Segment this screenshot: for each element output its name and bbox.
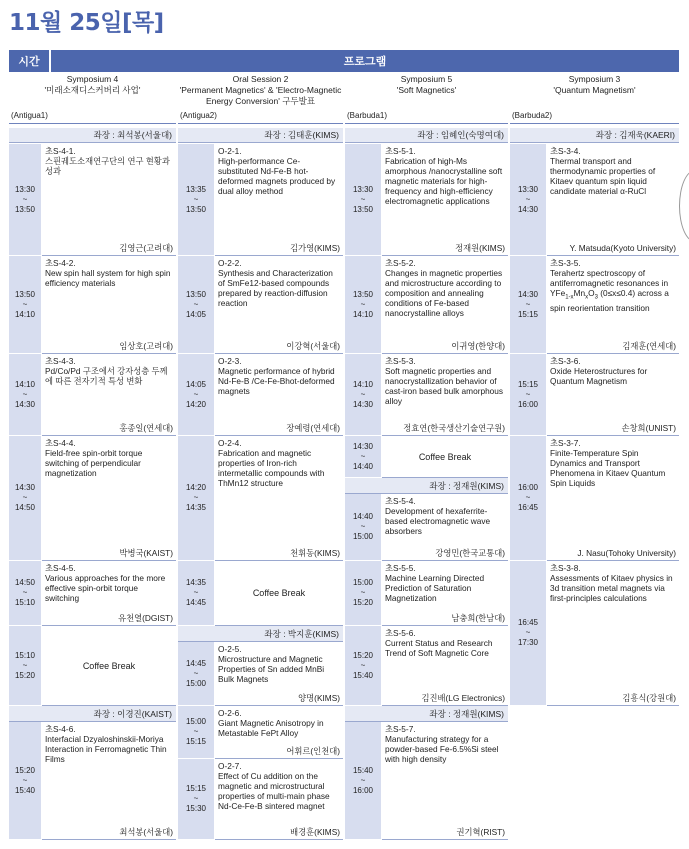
talk-title: Synthesis and Characterization of SmFe12-based compounds prepared by reaction-diffusion reaction — [218, 268, 333, 308]
time-end: 15:00 — [185, 678, 207, 688]
chair-col4: 좌장 : 김재욱(KAERI) — [510, 128, 679, 143]
talk-code: 초S-3-4. — [550, 146, 581, 156]
talk-cell — [215, 144, 343, 256]
time-start: 13:50 — [352, 289, 374, 299]
time-slot — [178, 436, 214, 561]
column-name: Symposium 4 — [66, 74, 119, 84]
time-end: 14:35 — [185, 503, 207, 512]
time-separator: ~ — [193, 794, 199, 803]
time-end: 14:30 — [517, 204, 539, 214]
talk-cell — [382, 722, 508, 840]
time-start: 14:20 — [185, 483, 207, 492]
talk-author: 강영민(한국교통대) — [435, 548, 505, 558]
time-start: 13:35 — [185, 184, 207, 194]
time-separator: ~ — [193, 493, 199, 502]
page-title: 11월 25일[목] — [9, 10, 164, 36]
talk-title: 스핀궤도소재연구단의 연구 현황과 성과 — [45, 156, 170, 176]
time-start: 14:30 — [352, 441, 374, 451]
time-separator: ~ — [22, 389, 28, 399]
talk-title: Effect of Cu addition on the magnetic and microstructural properties of multi-main phase Nd-Ce-Fe-B sintered magnet — [218, 771, 330, 811]
time-separator: ~ — [193, 668, 199, 678]
time-slot — [345, 494, 381, 561]
talk-code: 초S-5-5. — [385, 563, 416, 573]
talk-author: 손창희(UNIST) — [621, 423, 676, 433]
talk-cell — [42, 722, 176, 840]
time-slot — [345, 626, 381, 706]
talk-code: O-2-5. — [218, 644, 242, 654]
talk-cell — [215, 642, 343, 706]
talk-cell — [547, 436, 679, 561]
time-separator: ~ — [193, 299, 199, 309]
chair-row: 좌장 : 이경진(KAIST) — [9, 706, 176, 722]
time-end: 16:00 — [517, 399, 539, 409]
time-separator: ~ — [525, 389, 531, 399]
column-subtitle: 'Soft Magnetics' — [396, 85, 457, 95]
talk-title: Fabrication and magnetic properties of Iron-rich intermetallic compounds with ThMn12 structure — [218, 448, 325, 488]
time-start: 15:15 — [185, 784, 207, 793]
time-separator: ~ — [22, 299, 28, 309]
time-end: 15:15 — [517, 309, 539, 319]
time-start: 15:00 — [352, 578, 374, 587]
time-end: 13:50 — [185, 204, 207, 214]
column-room: (Barbuda2) — [512, 111, 553, 120]
time-slot — [9, 354, 41, 436]
talk-code: 초S-5-4. — [385, 496, 416, 506]
talk-code: 초S-4-3. — [45, 356, 76, 366]
talk-title: Soft magnetic properties and nanocrystallization behavior of cast-iron based bulk amorphous alloy — [385, 366, 504, 406]
talk-title: Oxide Heterostructures for Quantum Magnetism — [550, 366, 648, 386]
talk-cell — [382, 626, 508, 706]
time-start: 13:30 — [14, 184, 36, 194]
time-slot — [178, 561, 214, 626]
time-separator: ~ — [22, 775, 28, 785]
talk-code: 초S-4-2. — [45, 258, 76, 268]
time-slot — [510, 256, 546, 354]
talk-code: 초S-5-1. — [385, 146, 416, 156]
time-start: 14:40 — [352, 512, 374, 521]
chair-row: 좌장 : 박지훈(KIMS) — [178, 626, 343, 642]
time-end: 16:45 — [517, 503, 539, 512]
time-separator: ~ — [193, 727, 199, 736]
talk-author: 이강혁(서울대) — [286, 341, 340, 351]
talk-title: Field-free spin-orbit torque switching of perpendicular magnetization — [45, 448, 143, 478]
column-subtitle: 'Permanent Magnetics' & 'Electro-Magnetic Energy Conversion' 구두발표 — [179, 85, 342, 106]
talk-cell — [215, 354, 343, 436]
talk-cell — [547, 561, 679, 706]
time-end: 14:10 — [14, 309, 36, 319]
talk-cell — [547, 256, 679, 354]
time-start: 14:50 — [14, 578, 36, 587]
page-edge-arc — [679, 170, 689, 242]
talk-author: 김재훈(연세대) — [622, 341, 676, 351]
time-slot — [510, 144, 546, 256]
talk-author: 김진배(LG Electronics) — [421, 693, 505, 703]
time-separator: ~ — [360, 522, 366, 531]
time-start: 13:50 — [185, 289, 207, 299]
header-time: 시간 — [9, 50, 49, 72]
time-separator: ~ — [193, 389, 199, 399]
talk-code: 초S-5-3. — [385, 356, 416, 366]
column-room: (Antigua1) — [11, 111, 48, 120]
time-start: 16:00 — [517, 483, 539, 492]
time-separator: ~ — [193, 194, 199, 204]
talk-author: 김흥식(강원대) — [622, 693, 676, 703]
talk-cell — [382, 561, 508, 626]
time-end: 14:10 — [352, 309, 374, 319]
time-end: 14:05 — [185, 309, 207, 319]
chair-col3: 좌장 : 임혜인(숙명여대) — [345, 128, 508, 143]
time-start: 14:35 — [185, 578, 207, 587]
time-end: 14:40 — [352, 461, 374, 471]
time-slot — [9, 722, 41, 840]
time-slot — [9, 561, 41, 626]
time-slot — [178, 706, 214, 759]
time-slot — [9, 436, 41, 561]
coffee-break: Coffee Break — [42, 626, 176, 706]
chair-row: 좌장 : 정재원(KIMS) — [345, 706, 508, 722]
time-end: 14:50 — [14, 503, 36, 512]
talk-cell — [547, 144, 679, 256]
time-separator: ~ — [360, 451, 366, 461]
time-end: 15:40 — [352, 670, 374, 680]
time-separator: ~ — [525, 628, 531, 637]
talk-title: Giant Magnetic Anisotropy in Metastable FePt Alloy — [218, 718, 324, 738]
time-separator: ~ — [22, 493, 28, 502]
talk-code: 초S-4-5. — [45, 563, 76, 573]
column-header-1 — [9, 74, 176, 124]
time-start: 16:45 — [517, 618, 539, 627]
talk-title: Magnetic performance of hybrid Nd-Fe-B /Ce-Fe-Bhot-deformed magnets — [218, 366, 335, 396]
time-end: 15:15 — [185, 737, 207, 746]
talk-code: O-2-3. — [218, 356, 242, 366]
talk-author: 유천열(DGIST) — [118, 613, 173, 623]
talk-code: O-2-2. — [218, 258, 242, 268]
talk-author: 배경훈(KIMS) — [290, 827, 340, 837]
talk-title: Microstructure and Magnetic Properties of Sn added MnBi Bulk Magnets — [218, 654, 325, 684]
time-separator: ~ — [22, 194, 28, 204]
talk-code: O-2-6. — [218, 708, 242, 718]
talk-author: 최석봉(서울대) — [119, 827, 173, 837]
time-separator: ~ — [360, 660, 366, 670]
talk-code: 초S-5-7. — [385, 724, 416, 734]
time-start: 15:00 — [185, 717, 207, 726]
talk-cell — [215, 759, 343, 840]
time-end: 15:00 — [352, 532, 374, 541]
time-start: 15:40 — [352, 765, 374, 775]
time-slot — [345, 144, 381, 256]
time-end: 15:10 — [14, 598, 36, 607]
time-start: 14:10 — [14, 379, 36, 389]
time-slot — [510, 436, 546, 561]
talk-code: 초S-5-2. — [385, 258, 416, 268]
time-end: 13:50 — [14, 204, 36, 214]
column-name: Symposium 3 — [568, 74, 621, 84]
time-separator: ~ — [525, 299, 531, 309]
talk-author: 정재원(KIMS) — [455, 243, 505, 253]
talk-author: 어휘르(인천대) — [286, 746, 340, 756]
talk-author: 남충희(한남대) — [451, 613, 505, 623]
time-start: 14:10 — [352, 379, 374, 389]
time-slot — [510, 354, 546, 436]
talk-cell — [215, 256, 343, 354]
time-slot — [9, 626, 41, 706]
time-separator: ~ — [525, 493, 531, 502]
column-name: Oral Session 2 — [232, 74, 289, 84]
time-start: 14:05 — [185, 379, 207, 389]
talk-cell — [42, 256, 176, 354]
time-slot — [178, 144, 214, 256]
time-separator: ~ — [525, 194, 531, 204]
column-subtitle: 'Quantum Magnetism' — [553, 85, 636, 95]
time-end: 14:30 — [352, 399, 374, 409]
talk-title: Assessments of Kitaev physics in 3d transition metal magnets via first-principles calculations — [550, 573, 673, 603]
time-start: 13:50 — [14, 289, 36, 299]
talk-cell — [42, 144, 176, 256]
column-header-2 — [178, 74, 343, 124]
time-end: 15:20 — [352, 598, 374, 607]
time-slot — [345, 256, 381, 354]
talk-code: 초S-3-6. — [550, 356, 581, 366]
time-start: 13:30 — [352, 184, 374, 194]
time-separator: ~ — [360, 299, 366, 309]
talk-author: 임상호(고려대) — [119, 341, 173, 351]
talk-author: 박병국(KAIST) — [119, 548, 173, 558]
talk-code: 초S-3-5. — [550, 258, 581, 268]
time-slot — [178, 642, 214, 706]
time-end: 15:40 — [14, 785, 36, 795]
time-start: 14:45 — [185, 658, 207, 668]
talk-code: 초S-4-4. — [45, 438, 76, 448]
talk-cell — [215, 436, 343, 561]
time-separator: ~ — [360, 775, 366, 785]
talk-code: 초S-4-1. — [45, 146, 76, 156]
talk-author: J. Nasu(Tohoky University) — [577, 548, 676, 558]
time-slot — [178, 354, 214, 436]
column-header-4 — [510, 74, 679, 124]
coffee-break: Coffee Break — [215, 561, 343, 626]
talk-author: 장예령(연세대) — [286, 423, 340, 433]
time-slot — [345, 561, 381, 626]
talk-title: Machine Learning Directed Prediction of Saturation Magnetization — [385, 573, 485, 603]
time-slot — [345, 722, 381, 840]
column-header-3 — [345, 74, 508, 124]
time-slot — [178, 759, 214, 840]
coffee-break: Coffee Break — [382, 436, 508, 478]
talk-code: 초S-5-6. — [385, 628, 416, 638]
talk-title: Interfacial Dzyaloshinskii-Moriya Interaction in Ferromagnetic Thin Films — [45, 734, 167, 764]
time-slot — [510, 561, 546, 706]
talk-code: O-2-7. — [218, 761, 242, 771]
column-room: (Barbuda1) — [347, 111, 388, 120]
time-end: 15:20 — [14, 670, 36, 680]
talk-cell — [42, 436, 176, 561]
talk-author: 이귀영(한양대) — [451, 341, 505, 351]
talk-cell — [382, 494, 508, 561]
talk-author: 김영근(고려대) — [119, 243, 173, 253]
talk-title: Pd/Co/Pd 구조에서 강자성층 두께에 따른 전자기적 특성 변화 — [45, 366, 168, 386]
talk-title: Thermal transport and thermodynamic properties of Kitaev quantum spin liquid candidate material α-RuCl — [550, 156, 656, 196]
time-slot — [9, 144, 41, 256]
time-end: 14:20 — [185, 399, 207, 409]
talk-code: 초S-4-6. — [45, 724, 76, 734]
time-separator: ~ — [22, 660, 28, 670]
time-start: 14:30 — [517, 289, 539, 299]
talk-title: New spin hall system for high spin efficiency materials — [45, 268, 171, 288]
column-room: (Antigua2) — [180, 111, 217, 120]
time-separator: ~ — [193, 588, 199, 597]
talk-author: Y. Matsuda(Kyoto University) — [569, 243, 676, 253]
talk-title: Current Status and Research Trend of Soft Magnetic Core — [385, 638, 493, 658]
talk-cell — [382, 256, 508, 354]
talk-title: Various approaches for the more effective spin-orbit torque switching — [45, 573, 166, 603]
talk-cell — [42, 561, 176, 626]
time-start: 15:10 — [14, 650, 36, 660]
chair-col1: 좌장 : 최석봉(서울대) — [9, 128, 176, 143]
talk-author: 정효연(한국생산기술연구원) — [403, 423, 505, 433]
time-separator: ~ — [360, 588, 366, 597]
talk-title: Terahertz spectroscopy of antiferromagnetic resonances in $YFe_{1-x}Mn_xO_3$ (0≤x≤0.4) across a spin reorientation transition — [550, 268, 669, 313]
talk-title: Finite-Temperature Spin Dynamics and Transport Phenomena in Kitaev Quantum Spin Liquids — [550, 448, 666, 488]
talk-author: 권기혁(RIST) — [456, 827, 505, 837]
talk-code: 초S-3-8. — [550, 563, 581, 573]
time-start: 15:15 — [517, 379, 539, 389]
talk-cell — [382, 144, 508, 256]
time-start: 13:30 — [517, 184, 539, 194]
column-subtitle: '미래소재디스커버리 사업' — [44, 85, 141, 95]
time-end: 14:30 — [14, 399, 36, 409]
time-end: 14:45 — [185, 598, 207, 607]
time-end: 16:00 — [352, 785, 374, 795]
header-program: 프로그램 — [51, 50, 679, 72]
talk-title: Fabrication of high-Ms amorphous /nanocrystalline soft magnetic materials for high-frequency and high-efficiency electromagnetic applications — [385, 156, 503, 206]
talk-cell — [547, 354, 679, 436]
time-separator: ~ — [360, 389, 366, 399]
talk-code: 초S-3-7. — [550, 438, 581, 448]
talk-title: Development of hexaferrite-based electromagnetic wave absorbers — [385, 506, 491, 536]
time-start: 15:20 — [14, 765, 36, 775]
time-slot — [178, 256, 214, 354]
chair-row: 좌장 : 정재원(KIMS) — [345, 478, 508, 494]
column-name: Symposium 5 — [400, 74, 453, 84]
chair-col2: 좌장 : 김태훈(KIMS) — [178, 128, 343, 143]
time-end: 13:50 — [352, 204, 374, 214]
time-slot — [345, 354, 381, 436]
talk-cell — [382, 354, 508, 436]
time-separator: ~ — [22, 588, 28, 597]
talk-title: Manufacturing strategy for a powder-based Fe-6.5%Si steel with high density — [385, 734, 499, 764]
time-slot — [9, 256, 41, 354]
time-end: 17:30 — [517, 638, 539, 647]
time-slot — [345, 436, 381, 478]
talk-cell — [42, 354, 176, 436]
time-start: 14:30 — [14, 483, 36, 492]
talk-author: 김가영(KIMS) — [290, 243, 340, 253]
talk-author: 홍종일(연세대) — [119, 423, 173, 433]
time-end: 15:30 — [185, 804, 207, 813]
talk-author: 천휘동(KIMS) — [290, 548, 340, 558]
time-separator: ~ — [360, 194, 366, 204]
talk-author: 양명(KIMS) — [298, 693, 340, 703]
talk-code: O-2-1. — [218, 146, 242, 156]
talk-title: High-performance Ce-substituted Nd-Fe-B hot-deformed magnets produced by dual alloy method — [218, 156, 336, 196]
talk-cell — [215, 706, 343, 759]
talk-title: Changes in magnetic properties and microstructure according to composition and annealing conditions of Fe-based nanocrystalline alloys — [385, 268, 503, 318]
talk-code: O-2-4. — [218, 438, 242, 448]
time-start: 15:20 — [352, 650, 374, 660]
